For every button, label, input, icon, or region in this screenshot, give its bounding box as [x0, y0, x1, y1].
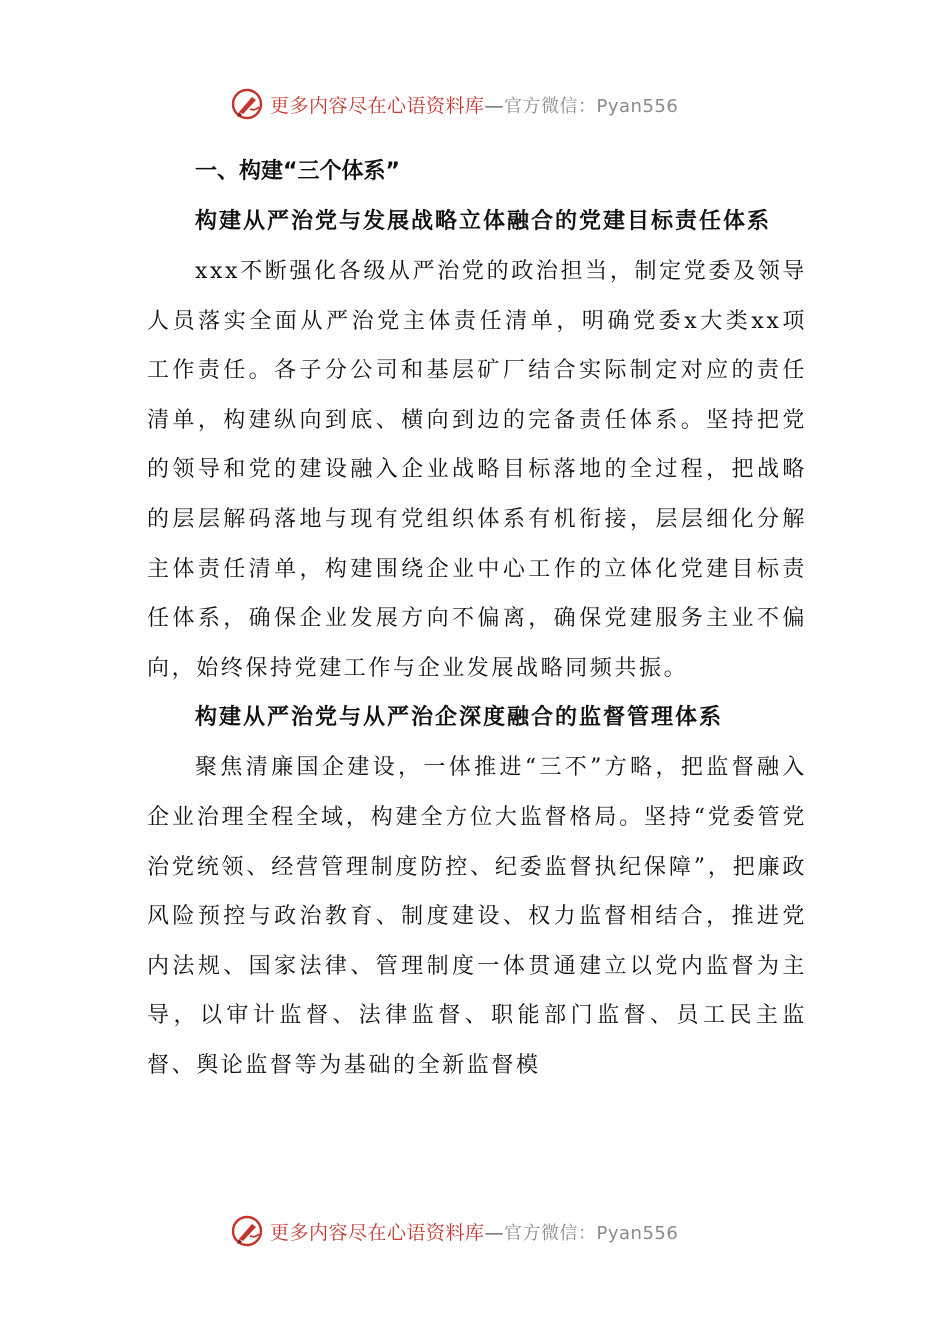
banner-main-text: 更多内容尽在心语资料库: [270, 94, 485, 117]
banner-wechat-text: 官方微信：Pyan556: [504, 95, 679, 117]
subsection-title-1: 构建从严治党与发展战略立体融合的党建目标责任体系: [195, 209, 772, 234]
banner-dash: —: [484, 94, 505, 117]
pen-seal-icon: [230, 1214, 264, 1248]
banner-text: [270, 91, 678, 118]
pen-seal-icon: [230, 87, 264, 121]
section-title: 一、构建“三个体系”: [195, 159, 400, 184]
banner-wechat-text: 官方微信：Pyan556: [504, 1222, 679, 1244]
paragraph-1: xxx不断强化各级从严治党的政治担当，制定党委及领导人员落实全面从严治党主体责任清单，明确党委x大类xx项工作责任。各子分公司和基层矿厂结合实际制定对应的责任清单，构建纵向到底、横向到边的完备责任体系。坚持把党的领导和党的建设融入企业战略目标落地的全过程，把战略的层层解码落地与现有党组织体系有机衔接，层层细化分解主体责任清单，构建围绕企业中心工作的立体化党建目标责任体系，确保企业发展方向不偏离，确保党建服务主业不偏向，始终保持党建工作与企业发展战略同频共振。: [147, 259, 807, 681]
banner-dash: —: [484, 1221, 505, 1244]
paragraph-2: 聚焦清廉国企建设，一体推进“三不”方略，把监督融入企业治理全程全域，构建全方位大监督格局。坚持“党委管党治党统领、经营管理制度防控、纪委监督执纪保障”，把廉政风险预控与政治教育、制度建设、权力监督相结合，推进党内法规、国家法律、管理制度一体贯通建立以党内监督为主导，以审计监督、法律监督、职能部门监督、员工民主监督、舆论监督等为基础的全新监督模: [147, 755, 807, 1078]
header-banner: [230, 84, 750, 124]
document-body: [147, 147, 807, 1091]
banner-main-text: 更多内容尽在心语资料库: [270, 1221, 485, 1244]
subsection-title-2: 构建从严治党与从严治企深度融合的监督管理体系: [195, 705, 724, 731]
banner-text: [270, 1218, 678, 1245]
footer-banner: [230, 1211, 750, 1251]
